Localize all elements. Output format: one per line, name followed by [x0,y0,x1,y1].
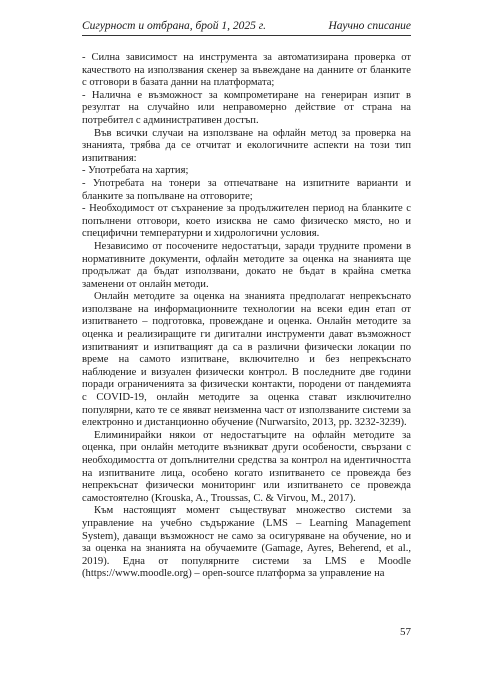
paragraph: Към настоящият момент съществуват множество системи за управление на учебно съдържание (LMS – Learning Management System), даващи възможност не само за осигуряване на обучение, но и за оценка на знанията на обучаемите (Gamage, Ayres, Beherend, et al., 2019). Една от популярните системи за LMS е Moodle (https://www.moodle.org) – open-source платформа за управление на [82,505,411,580]
running-header [82,20,411,36]
journal-issue: Сигурност и отбрана, брой 1, 2025 г. [82,20,267,32]
paragraph: - Необходимост от съхранение за продължителен период на бланките с попълнени отговори, което изисква не само физическо място, но и специфични температурни и хидрологични условия. [82,203,411,240]
page-number: 57 [400,626,411,638]
paragraph: - Силна зависимост на инструмента за автоматизирана проверка от качеството на използвания скенер за въвеждане на данните от бланките с отговори в базата данни на платформата; [82,52,411,89]
paragraph: - Налична е възможност за компрометиране на генериран изпит в резултат на случайно или неправомерно действие от страна на потребител с административен достъп. [82,89,411,126]
body-text [82,52,411,581]
paragraph: Независимо от посочените недостатъци, заради трудните промени в нормативните документи, офлайн методите за оценка на знанията ще продължат да бъдат използвани, докато не бъдат в крайна сметка заменени от онлайн методи. [82,240,411,290]
paragraph: Във всички случаи на използване на офлайн метод за проверка на знанията, трябва да се отчитат и екологичните аспекти на този тип изпитвания: [82,127,411,164]
paragraph: Онлайн методите за оценка на знанията предполагат непрекъснато използване на информационните технологии на всеки един етап от изпитването – подготовка, провеждане и оценка. Онлайн методите за оценка и реализиращите ги дигитални инструменти дават възможност изпитваният и изпитващият да са в различни физически локации по време на самото изпитване, включително и без непрекъснато наблюдение и визуален физически контрол. В последните две години поради ограниченията за физически контакти, породени от пандемията с COVID-19, онлайн методите за оценка стават изключително популярни, като те се явяват неизменна част от използваните системи за електронно и дистанционно обучение (Nurwarsito, 2013, pp. 3232-3239). [82,291,411,429]
paragraph: Елиминирайки някои от недостатъците на офлайн методите за оценка, при онлайн методите възникват други особености, свързани с необходимостта от допълнителни средства за контрол на идентичността на изпитваните лица, особено когато изпитването се провежда без непрекъснат физически мониторинг или изпитването се провежда самостоятелно (Krouska, A., Troussas, C. & Virvou, M., 2017). [82,429,411,504]
journal-type: Научно списание [328,20,411,32]
paragraph: - Употребата на хартия; [82,165,189,177]
paragraph: - Употребата на тонери за отпечатване на изпитните варианти и бланките за попълване на отговорите; [82,177,411,202]
